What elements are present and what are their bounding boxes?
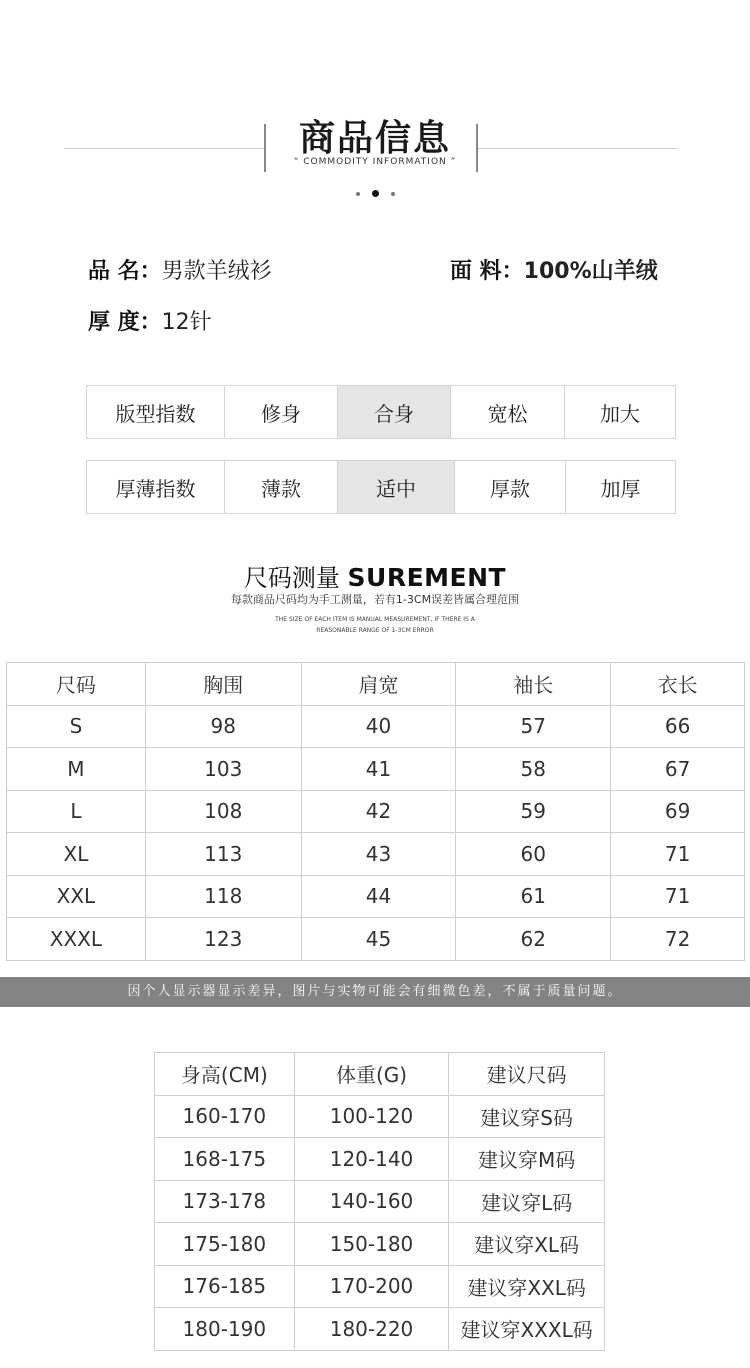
table-cell: XL — [7, 833, 146, 876]
section-title: 商品信息 — [298, 118, 451, 159]
thickness-option-selected: 适中 — [337, 461, 454, 513]
measurement-title — [0, 558, 750, 593]
measurement-title-en: SUREMENT — [347, 563, 507, 592]
info-value: 12针 — [161, 310, 212, 335]
measurement-note: 每款商品尺码均为手工测量，若有1-3CM误差皆属合理范围 — [230, 593, 520, 606]
table-cell: 42 — [301, 790, 456, 833]
table-cell: 71 — [611, 833, 745, 876]
table-row — [7, 790, 745, 833]
table-cell: 120-140 — [294, 1138, 449, 1181]
table-cell: 建议穿XXL码 — [449, 1265, 605, 1308]
column-header: 建议尺码 — [449, 1053, 605, 1096]
column-header: 袖长 — [456, 663, 611, 706]
pager-dot — [391, 192, 395, 196]
fit-index-label: 版型指数 — [115, 401, 196, 426]
column-header: 胸围 — [145, 663, 301, 706]
table-cell: 建议穿XL码 — [449, 1223, 605, 1266]
table-cell: 168-175 — [155, 1138, 295, 1181]
table-cell: 69 — [611, 790, 745, 833]
table-row — [155, 1095, 605, 1138]
thickness-option: 加厚 — [565, 461, 675, 513]
table-row — [155, 1265, 605, 1308]
size-table — [6, 662, 745, 961]
column-header: 衣长 — [611, 663, 745, 706]
table-cell: L — [7, 790, 146, 833]
fit-index-table — [86, 385, 676, 439]
table-row — [155, 1308, 605, 1351]
table-cell: 60 — [456, 833, 611, 876]
table-row — [155, 1180, 605, 1223]
pager-dot — [356, 192, 360, 196]
table-row — [155, 1223, 605, 1266]
table-cell: 建议穿L码 — [449, 1180, 605, 1223]
info-label: 面 料： — [450, 259, 524, 284]
measurement-note-en: REASONABLE RANGE OF 1-3CM ERROR — [316, 627, 434, 634]
pager-dots — [0, 183, 750, 202]
table-cell: XXXL — [7, 918, 146, 961]
table-cell: 173-178 — [155, 1180, 295, 1223]
thickness-index-table — [86, 460, 676, 514]
table-cell: 113 — [145, 833, 301, 876]
table-cell: 62 — [456, 918, 611, 961]
table-row — [155, 1138, 605, 1181]
table-cell: 40 — [301, 705, 456, 748]
info-value: 男款羊绒衫 — [161, 259, 272, 284]
table-row — [7, 705, 745, 748]
info-product-name — [88, 254, 272, 285]
info-fabric — [450, 254, 658, 285]
info-value: 100%山羊绒 — [523, 259, 658, 284]
thickness-index-label: 厚薄指数 — [115, 476, 196, 501]
column-header: 身高(CM) — [155, 1053, 295, 1096]
info-label: 品 名： — [88, 259, 162, 284]
table-cell: 58 — [456, 748, 611, 791]
measurement-title-cn: 尺码测量 — [243, 564, 340, 592]
table-cell: 建议穿XXXL码 — [449, 1308, 605, 1351]
table-row — [7, 918, 745, 961]
table-header-row — [7, 663, 745, 706]
table-cell: 118 — [145, 875, 301, 918]
thickness-option: 薄款 — [224, 461, 337, 513]
table-cell: 43 — [301, 833, 456, 876]
table-cell: 98 — [145, 705, 301, 748]
table-cell: S — [7, 705, 146, 748]
table-cell: 175-180 — [155, 1223, 295, 1266]
info-label: 厚 度： — [88, 310, 162, 335]
table-cell: 71 — [611, 875, 745, 918]
table-cell: 45 — [301, 918, 456, 961]
column-header: 尺码 — [7, 663, 146, 706]
table-cell: 170-200 — [294, 1265, 449, 1308]
measurement-note-en: THE SIZE OF EACH ITEM IS MANUAL MEASUREMENT, IF THERE IS A — [275, 616, 475, 623]
color-disclaimer-banner: 因个人显示器显示差异，图片与实物可能会有细微色差，不属于质量问题。 — [0, 977, 750, 1007]
table-cell: 44 — [301, 875, 456, 918]
table-cell: 180-220 — [294, 1308, 449, 1351]
table-cell: 100-120 — [294, 1095, 449, 1138]
table-row — [7, 748, 745, 791]
table-cell: 59 — [456, 790, 611, 833]
column-header: 体重(G) — [294, 1053, 449, 1096]
fit-option: 宽松 — [450, 386, 564, 438]
size-recommendation-table — [154, 1052, 605, 1351]
table-cell: 建议穿S码 — [449, 1095, 605, 1138]
fit-option: 加大 — [564, 386, 675, 438]
table-cell: XXL — [7, 875, 146, 918]
table-cell: M — [7, 748, 146, 791]
table-cell: 41 — [301, 748, 456, 791]
column-header: 肩宽 — [301, 663, 456, 706]
table-cell: 123 — [145, 918, 301, 961]
fit-option: 修身 — [224, 386, 337, 438]
pager-dot-active — [372, 190, 379, 197]
table-cell: 67 — [611, 748, 745, 791]
thickness-option: 厚款 — [454, 461, 565, 513]
table-cell: 150-180 — [294, 1223, 449, 1266]
table-cell: 66 — [611, 705, 745, 748]
info-thickness — [88, 305, 212, 336]
table-cell: 72 — [611, 918, 745, 961]
table-cell: 140-160 — [294, 1180, 449, 1223]
section-subtitle: “ COMMODITY INFORMATION ” — [293, 157, 457, 167]
table-cell: 57 — [456, 705, 611, 748]
table-row — [7, 875, 745, 918]
table-row — [7, 833, 745, 876]
table-cell: 180-190 — [155, 1308, 295, 1351]
table-cell: 176-185 — [155, 1265, 295, 1308]
table-header-row — [155, 1053, 605, 1096]
table-cell: 建议穿M码 — [449, 1138, 605, 1181]
fit-option-selected: 合身 — [337, 386, 450, 438]
table-cell: 160-170 — [155, 1095, 295, 1138]
table-cell: 108 — [145, 790, 301, 833]
table-cell: 103 — [145, 748, 301, 791]
table-cell: 61 — [456, 875, 611, 918]
